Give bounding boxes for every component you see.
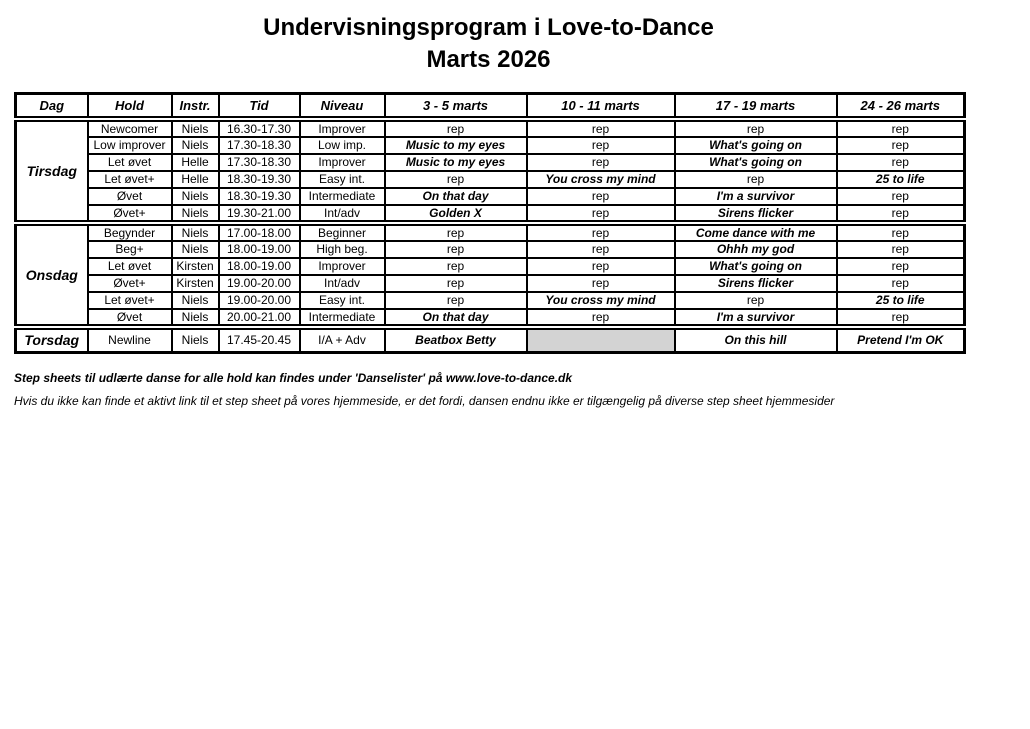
table-header bbox=[16, 94, 965, 119]
table-row bbox=[16, 188, 965, 205]
table-row bbox=[16, 119, 965, 137]
instructor-cell: Niels bbox=[172, 241, 219, 258]
week2-cell: rep bbox=[527, 119, 675, 137]
time-cell: 18.30-19.30 bbox=[219, 188, 300, 205]
empty-cell bbox=[527, 327, 675, 353]
week1-cell: rep bbox=[385, 241, 527, 258]
level-cell: Easy int. bbox=[300, 171, 385, 188]
week2-cell: rep bbox=[527, 188, 675, 205]
day-cell-onsdag: Onsdag bbox=[16, 223, 88, 327]
table-row bbox=[16, 137, 965, 154]
table-row bbox=[16, 154, 965, 171]
table-row bbox=[16, 292, 965, 309]
week3-cell: rep bbox=[675, 171, 837, 188]
time-cell: 18.00-19.00 bbox=[219, 241, 300, 258]
hold-cell: Let øvet+ bbox=[88, 292, 172, 309]
time-cell: 19.30-21.00 bbox=[219, 205, 300, 223]
instructor-cell: Kirsten bbox=[172, 275, 219, 292]
week3-cell: Ohhh my god bbox=[675, 241, 837, 258]
table-row bbox=[16, 205, 965, 223]
instructor-cell: Kirsten bbox=[172, 258, 219, 275]
week3-cell: rep bbox=[675, 119, 837, 137]
week4-cell: 25 to life bbox=[837, 171, 965, 188]
hold-cell: Beg+ bbox=[88, 241, 172, 258]
hold-cell: Low improver bbox=[88, 137, 172, 154]
week2-cell: rep bbox=[527, 241, 675, 258]
hold-cell: Let øvet bbox=[88, 154, 172, 171]
level-cell: Int/adv bbox=[300, 275, 385, 292]
time-cell: 20.00-21.00 bbox=[219, 309, 300, 327]
instructor-cell: Niels bbox=[172, 119, 219, 137]
week1-cell: Beatbox Betty bbox=[385, 327, 527, 353]
column-header-week3: 17 - 19 marts bbox=[675, 94, 837, 119]
week2-cell: rep bbox=[527, 275, 675, 292]
week1-cell: rep bbox=[385, 119, 527, 137]
hold-cell: Øvet+ bbox=[88, 205, 172, 223]
week1-cell: On that day bbox=[385, 309, 527, 327]
week1-cell: On that day bbox=[385, 188, 527, 205]
week3-cell: I'm a survivor bbox=[675, 309, 837, 327]
level-cell: Improver bbox=[300, 154, 385, 171]
week2-cell: rep bbox=[527, 309, 675, 327]
week1-cell: Music to my eyes bbox=[385, 137, 527, 154]
week3-cell: Sirens flicker bbox=[675, 275, 837, 292]
footer-line2: Hvis du ikke kan finde et aktivt link til et step sheet på vores hjemmeside, er det fordi, dansen endnu ikke er tilgængelig på diverse step sheet hjemmesider bbox=[14, 394, 835, 408]
table-row bbox=[16, 327, 965, 353]
day-cell-torsdag: Torsdag bbox=[16, 327, 88, 353]
level-cell: Intermediate bbox=[300, 188, 385, 205]
footer-notes bbox=[14, 371, 963, 408]
time-cell: 16.30-17.30 bbox=[219, 119, 300, 137]
hold-cell: Let øvet bbox=[88, 258, 172, 275]
level-cell: Beginner bbox=[300, 223, 385, 241]
header-row bbox=[16, 94, 965, 119]
column-header-week4: 24 - 26 marts bbox=[837, 94, 965, 119]
column-header-niveau: Niveau bbox=[300, 94, 385, 119]
week3-cell: rep bbox=[675, 292, 837, 309]
instructor-cell: Helle bbox=[172, 154, 219, 171]
week4-cell: 25 to life bbox=[837, 292, 965, 309]
page bbox=[14, 12, 963, 408]
instructor-cell: Niels bbox=[172, 205, 219, 223]
week4-cell: rep bbox=[837, 154, 965, 171]
day-group-torsdag bbox=[16, 327, 965, 353]
week3-cell: What's going on bbox=[675, 154, 837, 171]
week1-cell: rep bbox=[385, 275, 527, 292]
week1-cell: Golden X bbox=[385, 205, 527, 223]
day-group-tirsdag bbox=[16, 119, 965, 223]
week4-cell: rep bbox=[837, 188, 965, 205]
week2-cell: rep bbox=[527, 205, 675, 223]
week3-cell: Come dance with me bbox=[675, 223, 837, 241]
table-row bbox=[16, 275, 965, 292]
page-title-line1: Undervisningsprogram i Love-to-Dance bbox=[263, 14, 714, 41]
week3-cell: What's going on bbox=[675, 137, 837, 154]
instructor-cell: Niels bbox=[172, 292, 219, 309]
level-cell: I/A + Adv bbox=[300, 327, 385, 353]
table-row bbox=[16, 241, 965, 258]
hold-cell: Newline bbox=[88, 327, 172, 353]
week4-cell: rep bbox=[837, 241, 965, 258]
level-cell: Low imp. bbox=[300, 137, 385, 154]
week2-cell: rep bbox=[527, 154, 675, 171]
week3-cell: I'm a survivor bbox=[675, 188, 837, 205]
level-cell: Improver bbox=[300, 119, 385, 137]
week1-cell: rep bbox=[385, 171, 527, 188]
column-header-dag: Dag bbox=[16, 94, 88, 119]
footer-line1: Step sheets til udlærte danse for alle hold kan findes under 'Danselister' på www.love-to-dance.dk bbox=[14, 371, 573, 385]
instructor-cell: Helle bbox=[172, 171, 219, 188]
week1-cell: rep bbox=[385, 258, 527, 275]
week2-cell: rep bbox=[527, 223, 675, 241]
instructor-cell: Niels bbox=[172, 137, 219, 154]
time-cell: 17.45-20.45 bbox=[219, 327, 300, 353]
week4-cell: rep bbox=[837, 137, 965, 154]
hold-cell: Begynder bbox=[88, 223, 172, 241]
column-header-instr: Instr. bbox=[172, 94, 219, 119]
column-header-tid: Tid bbox=[219, 94, 300, 119]
level-cell: Easy int. bbox=[300, 292, 385, 309]
week2-cell: You cross my mind bbox=[527, 171, 675, 188]
week4-cell: rep bbox=[837, 223, 965, 241]
week1-cell: Music to my eyes bbox=[385, 154, 527, 171]
week2-cell: rep bbox=[527, 137, 675, 154]
week1-cell: rep bbox=[385, 223, 527, 241]
hold-cell: Øvet bbox=[88, 309, 172, 327]
page-title-line2: Marts 2026 bbox=[426, 46, 551, 73]
week2-cell: rep bbox=[527, 258, 675, 275]
column-header-week1: 3 - 5 marts bbox=[385, 94, 527, 119]
time-cell: 18.00-19.00 bbox=[219, 258, 300, 275]
week3-cell: What's going on bbox=[675, 258, 837, 275]
time-cell: 17.30-18.30 bbox=[219, 137, 300, 154]
table-row bbox=[16, 223, 965, 241]
instructor-cell: Niels bbox=[172, 327, 219, 353]
instructor-cell: Niels bbox=[172, 188, 219, 205]
week1-cell: rep bbox=[385, 292, 527, 309]
week3-cell: On this hill bbox=[675, 327, 837, 353]
time-cell: 19.00-20.00 bbox=[219, 275, 300, 292]
column-header-hold: Hold bbox=[88, 94, 172, 119]
level-cell: Intermediate bbox=[300, 309, 385, 327]
week4-cell: Pretend I'm OK bbox=[837, 327, 965, 353]
week4-cell: rep bbox=[837, 258, 965, 275]
level-cell: Improver bbox=[300, 258, 385, 275]
table-row bbox=[16, 258, 965, 275]
column-header-week2: 10 - 11 marts bbox=[527, 94, 675, 119]
time-cell: 17.00-18.00 bbox=[219, 223, 300, 241]
day-group-onsdag bbox=[16, 223, 965, 327]
instructor-cell: Niels bbox=[172, 309, 219, 327]
hold-cell: Let øvet+ bbox=[88, 171, 172, 188]
hold-cell: Øvet+ bbox=[88, 275, 172, 292]
instructor-cell: Niels bbox=[172, 223, 219, 241]
time-cell: 19.00-20.00 bbox=[219, 292, 300, 309]
time-cell: 18.30-19.30 bbox=[219, 171, 300, 188]
week4-cell: rep bbox=[837, 119, 965, 137]
week3-cell: Sirens flicker bbox=[675, 205, 837, 223]
week4-cell: rep bbox=[837, 205, 965, 223]
level-cell: High beg. bbox=[300, 241, 385, 258]
time-cell: 17.30-18.30 bbox=[219, 154, 300, 171]
table-row bbox=[16, 309, 965, 327]
schedule-table bbox=[14, 92, 966, 354]
hold-cell: Newcomer bbox=[88, 119, 172, 137]
week2-cell: You cross my mind bbox=[527, 292, 675, 309]
level-cell: Int/adv bbox=[300, 205, 385, 223]
page-title bbox=[14, 12, 963, 76]
hold-cell: Øvet bbox=[88, 188, 172, 205]
week4-cell: rep bbox=[837, 309, 965, 327]
day-cell-tirsdag: Tirsdag bbox=[16, 119, 88, 223]
week4-cell: rep bbox=[837, 275, 965, 292]
table-row bbox=[16, 171, 965, 188]
